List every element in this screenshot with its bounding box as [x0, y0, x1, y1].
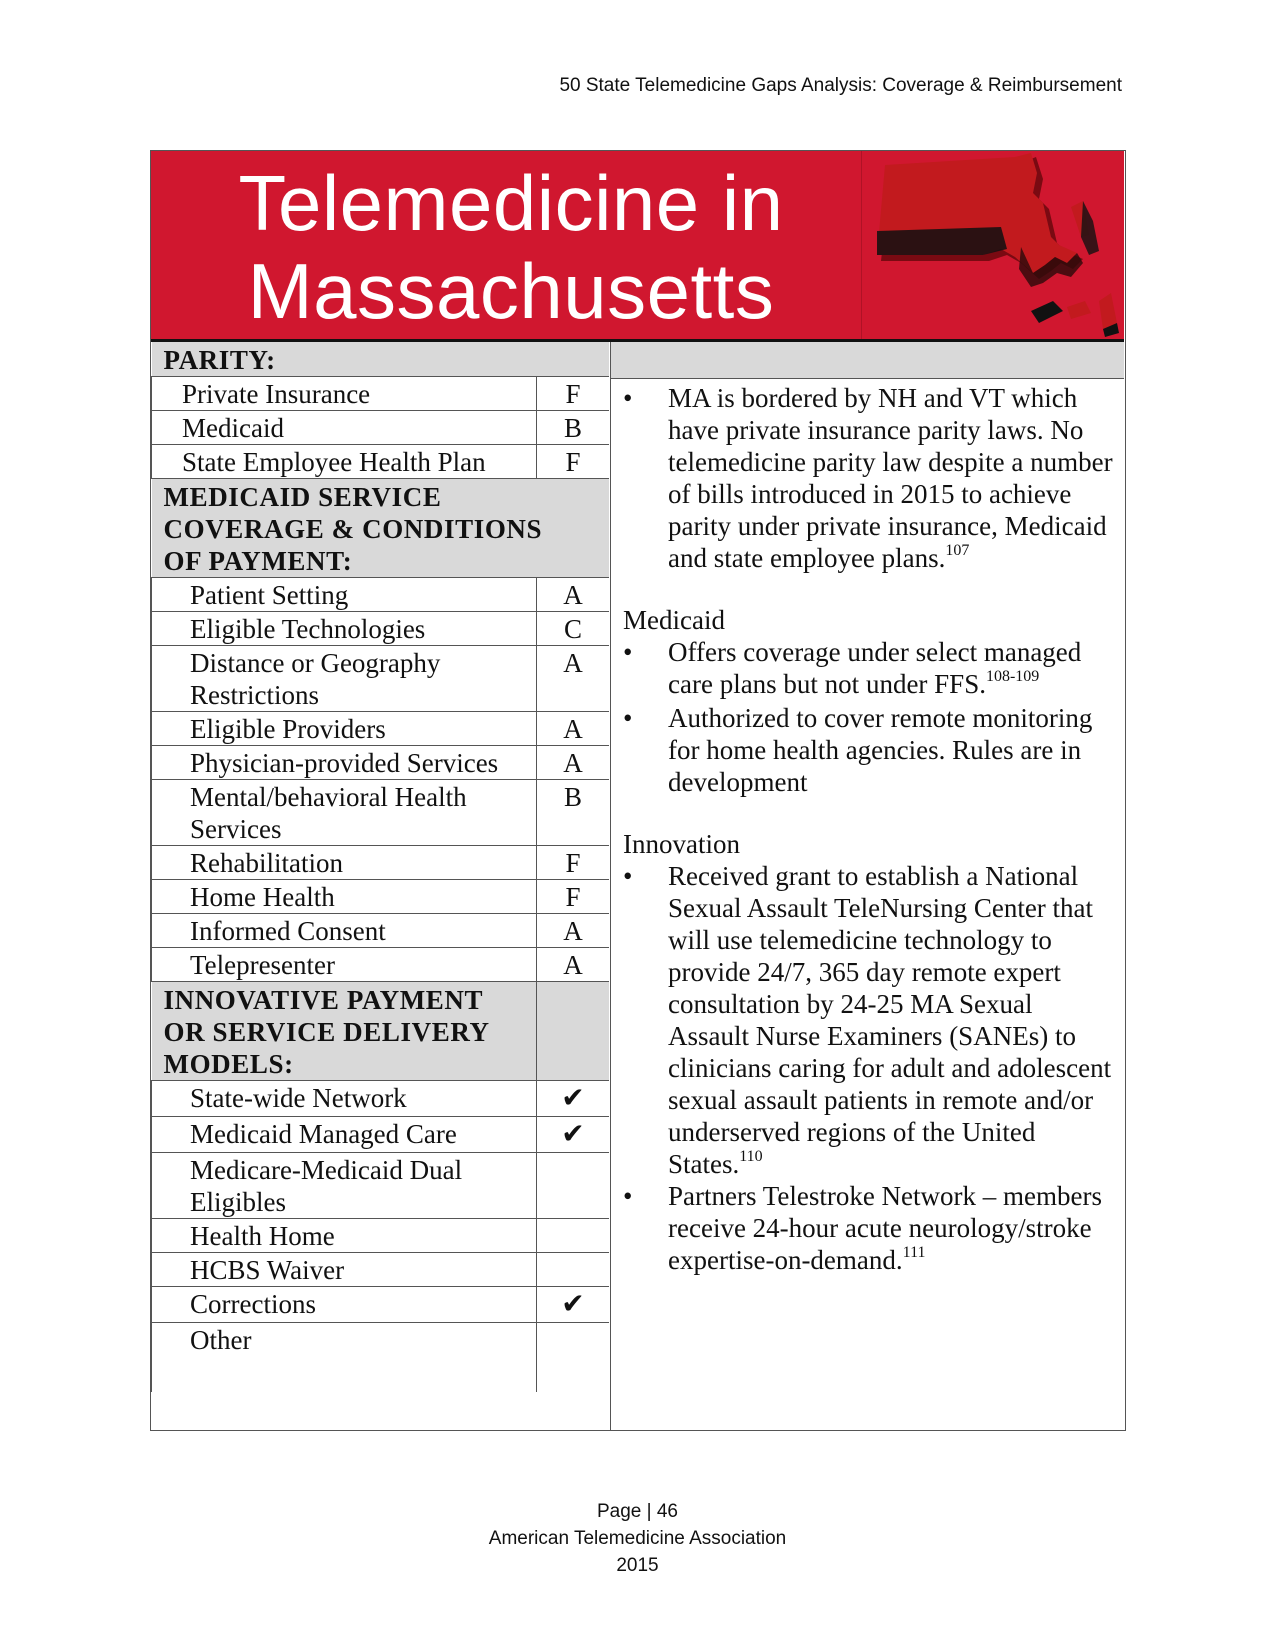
footnote-ref: 108-109 — [985, 668, 1040, 685]
page-number: Page | 46 — [596, 1501, 678, 1522]
table-row: Rehabilitation F — [152, 846, 610, 880]
table-row: Other — [152, 1323, 610, 1393]
checkmark-icon: ✔ — [537, 1117, 610, 1153]
grade-cell: A — [537, 646, 610, 712]
table-row: HCBS Waiver — [152, 1253, 610, 1287]
table-row: Patient Setting A — [152, 578, 610, 612]
table-row: Medicaid B — [152, 411, 610, 445]
table-row: Mental/behavioral Health Services B — [152, 780, 610, 846]
grade-cell: F — [537, 377, 610, 411]
ratings-table — [151, 342, 609, 1392]
running-header: 50 State Telemedicine Gaps Analysis: Coverage & Reimbursement — [559, 75, 1122, 96]
footer-organization: American Telemedicine Association — [488, 1528, 787, 1549]
title-banner — [151, 151, 1124, 342]
table-row: Eligible Providers A — [152, 712, 610, 746]
grade-cell: C — [537, 612, 610, 646]
table-row: Medicaid Managed Care ✔ — [152, 1117, 610, 1153]
section-header-parity: PARITY: — [152, 342, 610, 377]
checkmark-icon: ✔ — [537, 1081, 610, 1117]
empty-check-cell — [537, 1219, 610, 1253]
footer-year: 2015 — [616, 1555, 659, 1576]
table-row: Eligible Technologies C — [152, 612, 610, 646]
grade-cell: A — [537, 746, 610, 780]
footnote-ref: 110 — [739, 1148, 763, 1165]
table-row: Medicare-Medicaid Dual Eligibles — [152, 1153, 610, 1219]
list-item: • Offers coverage under select managed care plans but not under FFS.$^{108-109}$ — [623, 637, 1082, 699]
grade-cell: A — [537, 578, 610, 612]
table-row: Distance or Geography Restrictions A — [152, 646, 610, 712]
table-row: Health Home — [152, 1219, 610, 1253]
footnote-ref: 107 — [945, 542, 970, 559]
table-row: Physician-provided Services A — [152, 746, 610, 780]
list-item: • MA is bordered by NH and VT which have private insurance parity laws. No telemedicine parity law despite a number of bills introduced in 2015 to achieve parity under private insurance, Medicaid and state employee plans.$^{107}$ — [623, 383, 1113, 573]
section-header-medicaid-coverage: MEDICAID SERVICE COVERAGE & CONDITIONS OF PAYMENT: — [152, 479, 610, 578]
empty-check-cell — [537, 1253, 610, 1287]
state-summary-frame — [150, 150, 1126, 1431]
empty-check-cell — [537, 1323, 610, 1393]
list-item: • Partners Telestroke Network – members receive 24-hour acute neurology/stroke expertise-on-demand.$^{111}$ — [623, 1181, 1102, 1275]
table-row: Telepresenter A — [152, 948, 610, 982]
notes-subheading: Innovation — [623, 829, 740, 859]
table-row: Home Health F — [152, 880, 610, 914]
notes-column — [610, 342, 1124, 1430]
notes-header-band — [611, 342, 1124, 379]
grade-cell: A — [537, 948, 610, 982]
grade-cell: F — [537, 445, 610, 479]
empty-check-cell — [537, 1153, 610, 1219]
list-item: • Received grant to establish a National Sexual Assault TeleNursing Center that will use telemedicine technology to provide 24/7, 365 day remote expert consultation by 24-25 MA Sexual Assault Nurse Examiners (SANEs) to clinicians caring for adult and adolescent sexual assault patients in remote and/or underserved regions of the United States.$^{110}$ — [623, 861, 1112, 1179]
table-row: Private Insurance F — [152, 377, 610, 411]
grade-cell: B — [537, 780, 610, 846]
page-title: Telemedicine in Massachusetts — [238, 159, 784, 335]
table-row: State Employee Health Plan F — [152, 445, 610, 479]
notes-subheading: Medicaid — [623, 605, 725, 635]
footnote-ref: 111 — [902, 1244, 926, 1261]
table-row: State-wide Network ✔ — [152, 1081, 610, 1117]
grade-cell: A — [537, 712, 610, 746]
table-row: Corrections ✔ — [152, 1287, 610, 1323]
grade-cell: A — [537, 914, 610, 948]
ratings-column — [151, 342, 609, 1392]
grade-cell: F — [537, 880, 610, 914]
massachusetts-map-icon — [871, 151, 1124, 339]
section-header-innovative-models: INNOVATIVE PAYMENT OR SERVICE DELIVERY MODELS: — [152, 982, 610, 1081]
grade-cell: F — [537, 846, 610, 880]
checkmark-icon: ✔ — [537, 1287, 610, 1323]
page-footer — [0, 1498, 1275, 1579]
grade-cell: B — [537, 411, 610, 445]
list-item: • Authorized to cover remote monitoring for home health agencies. Rules are in development — [623, 703, 1093, 797]
table-row: Informed Consent A — [152, 914, 610, 948]
